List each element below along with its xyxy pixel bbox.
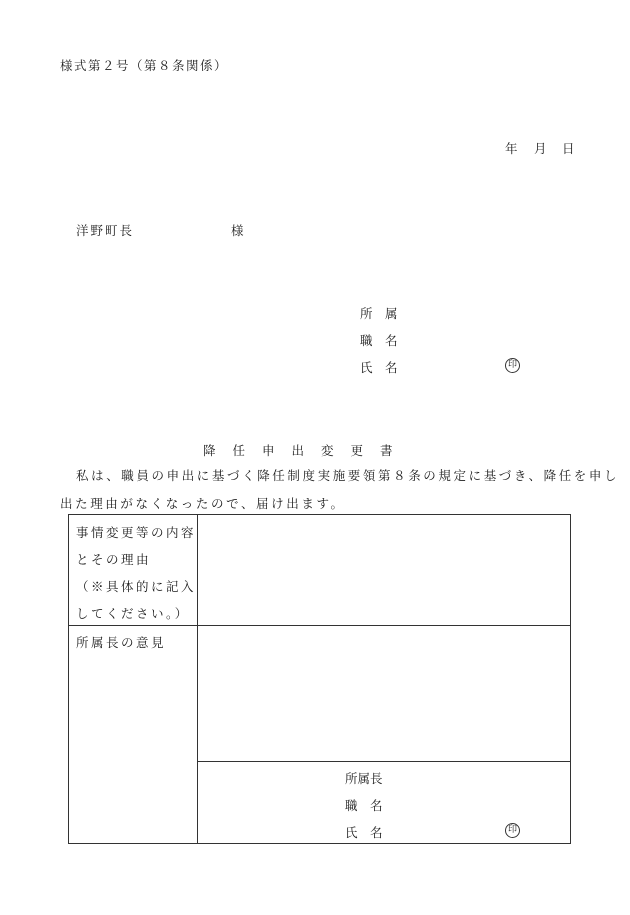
body-line-2: 出た理由がなくなったので、届け出ます。 [60,496,346,511]
addressee-name: 洋野町長 [76,223,135,238]
supervisor-title-label: 所属長 [345,771,383,786]
supervisor-name-label: 氏 名 [345,825,383,840]
form-header: 様式第２号（第８条関係） [60,58,229,73]
table-signature-divider [197,761,570,762]
body-line-1: 私は、職員の申出に基づく降任制度実施要領第８条の規定に基づき、降任を申し [76,468,620,483]
table-column-divider [197,515,198,844]
date-year: 年 [505,141,518,156]
seal-icon: 印 [505,358,520,373]
supervisor-opinion-label: 所属長の意見 [76,635,167,650]
seal-icon: 印 [505,823,520,838]
applicant-position-label: 職 名 [360,333,398,348]
supervisor-opinion-field[interactable] [205,631,565,755]
supervisor-position-label: 職 名 [345,798,383,813]
addressee-honorific: 様 [231,223,244,238]
applicant-affiliation-label: 所 属 [360,306,398,321]
date-month: 月 [534,141,547,156]
form-table [68,514,571,844]
change-reason-label: 事情変更等の内容 とその理由 （※具体的に記入 してください。） [76,525,197,621]
document-title: 降任申出変更書 [203,443,410,458]
applicant-name-label: 氏 名 [360,360,398,375]
change-reason-field[interactable] [205,519,565,619]
date-day: 日 [562,141,575,156]
